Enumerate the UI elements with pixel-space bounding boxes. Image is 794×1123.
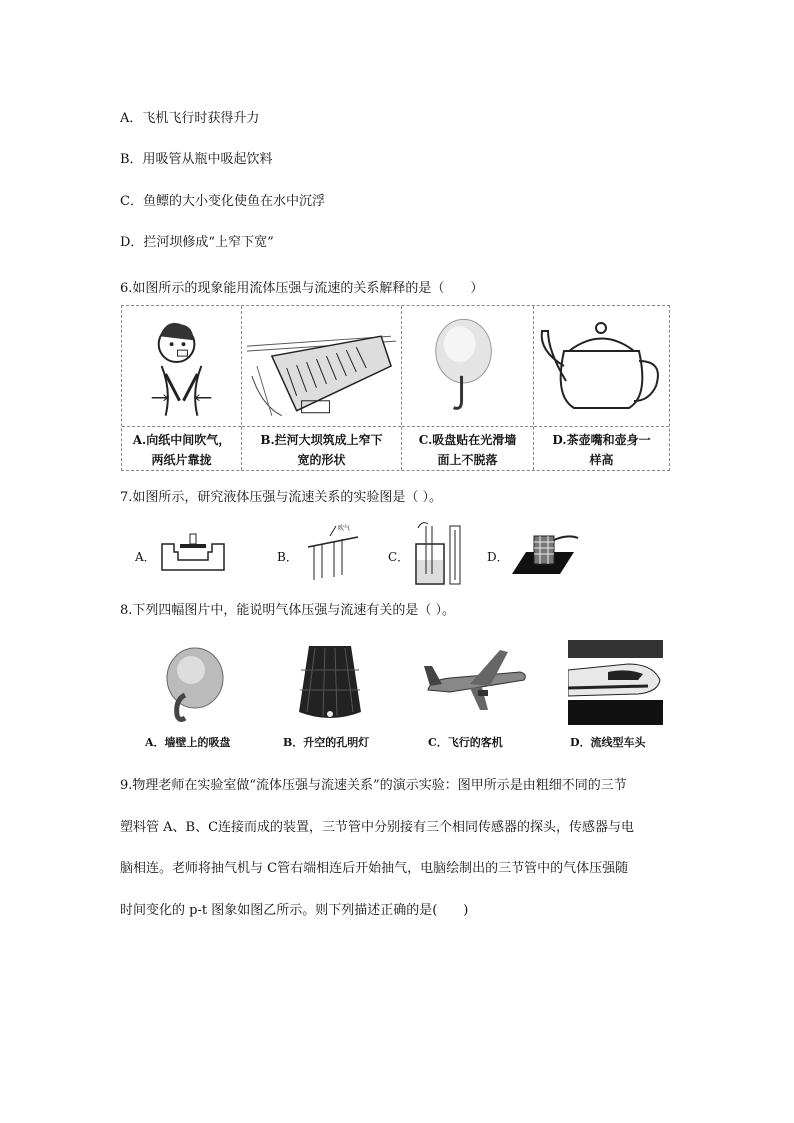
- q8-figure-a-suction-cup: [155, 640, 225, 725]
- q7-figure-a: [160, 530, 226, 572]
- q9-line-1: 9.物理老师在实验室做“流体压强与流速关系”的演示实验：图甲所示是由粗细不同的三节: [120, 778, 627, 793]
- q7-figure-b: [300, 522, 370, 582]
- q7-question: 7.如图所示，研究液体压强与流速关系的实验图是（ ）。: [120, 490, 443, 505]
- q6-image-c: [402, 306, 533, 427]
- q6-question: 6.如图所示的现象能用流体压强与流速的关系解释的是（ ）: [120, 281, 484, 296]
- q6-caption-d: D.茶壶嘴和壶身一 样高: [552, 433, 651, 467]
- q8-caption-c: C．飞行的客机: [428, 736, 503, 749]
- q5-option-d: D．拦河坝修成“上窄下宽”: [120, 235, 274, 250]
- q8-caption-a: A．墙壁上的吸盘: [145, 736, 231, 749]
- q6-cell-b: [242, 306, 402, 470]
- q5-option-a: A．飞机飞行时获得升力: [120, 111, 260, 126]
- q6-cell-c: [402, 306, 534, 470]
- q6-image-d: [534, 306, 669, 427]
- q6-cell-a: [122, 306, 242, 470]
- q8-caption-d: D．流线型车头: [570, 736, 646, 749]
- q8-figure-d-train: [568, 640, 663, 725]
- q8-caption-b: B．升空的孔明灯: [283, 736, 370, 749]
- q7-label-c: C．: [388, 550, 410, 564]
- q7-label-b: B．: [277, 550, 298, 564]
- q7-label-a: A．: [135, 550, 156, 564]
- q7-blow-label: 吹气: [338, 525, 351, 532]
- q8-figure-c-airplane: [420, 640, 530, 725]
- q9-line-3: 脑相连。老师将抽气机与 C管右端相连后开始抽气，电脑绘制出的三节管中的气体压强随: [120, 861, 629, 876]
- teapot-icon: [534, 306, 669, 426]
- blowing-paper-icon: [122, 306, 241, 426]
- q6-image-a: [122, 306, 241, 427]
- dam-icon: [242, 306, 401, 426]
- q7-figure-d: [508, 526, 580, 578]
- q9-line-4: 时间变化的 p-t 图象如图乙所示。则下列描述正确的是( ): [120, 903, 469, 918]
- q9-line-2: 塑料管 A、B、C连接而成的装置，三节管中分别接有三个相同传感器的探头，传感器与电: [120, 820, 635, 835]
- q6-image-b: [242, 306, 401, 427]
- q6-caption-b: B.拦河大坝筑成上窄下 宽的形状: [260, 433, 383, 467]
- q6-caption-a: A.向纸中间吹气， 两纸片靠拢: [132, 433, 231, 467]
- q7-label-d: D．: [487, 550, 509, 564]
- suction-cup-icon: [402, 306, 533, 426]
- q7-figure-c: [410, 516, 470, 588]
- q8-figure-b-sky-lantern: [295, 640, 365, 725]
- q5-option-c: C．鱼鳔的大小变化使鱼在水中沉浮: [120, 194, 325, 209]
- q8-question: 8.下列四幅图片中，能说明气体压强与流速有关的是（ ）。: [120, 603, 456, 618]
- q6-cell-d: [534, 306, 669, 470]
- q5-option-b: B．用吸管从瓶中吸起饮料: [120, 152, 273, 167]
- q6-figure-table: [121, 305, 670, 471]
- q6-caption-c: C.吸盘贴在光滑墙 面上不脱落: [418, 433, 517, 467]
